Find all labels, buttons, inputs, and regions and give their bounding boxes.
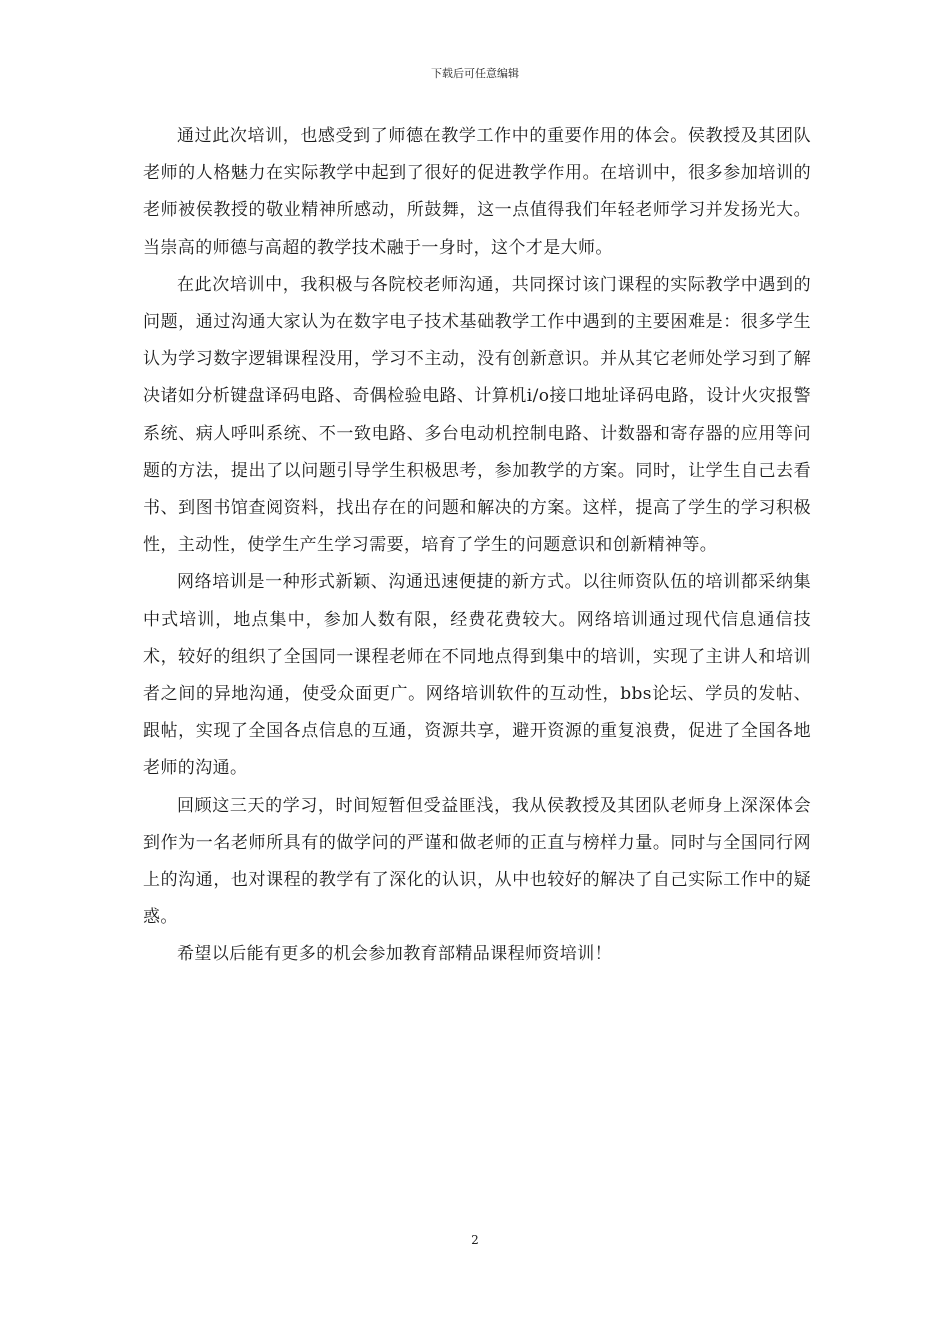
paragraph-teacher-ethics: 通过此次培训，也感受到了师德在教学工作中的重要作用的体会。侯教授及其团队老师的人格魅力在实际教学中起到了很好的促进教学作用。在培训中，很多参加培训的老师被侯教授的敬业精神所感动，所鼓舞，这一点值得我们年轻老师学习并发扬光大。当崇高的师德与高超的教学技术融于一身时，这个才是大师。 xyxy=(143,126,811,258)
paragraph-hope: 希望以后能有更多的机会参加教育部精品课程师资培训！ xyxy=(177,944,612,965)
paragraph-online-training: 网络培训是一种形式新颖、沟通迅速便捷的新方式。以往师资队伍的培训都采纳集中式培训，地点集中，参加人数有限，经费花费较大。网络培训通过现代信息通信技术，较好的组织了全国同一课程老师在不同地点得到集中的培训，实现了主讲人和培训者之间的异地沟通，使受众面更广。网络培训软件的互动性，bbs论坛、学员的发帖、跟帖，实现了全国各点信息的互通，资源共享，避开资源的重复浪费，促进了全国各地老师的沟通。 xyxy=(143,572,811,779)
page-header: 下载后可任意编辑 xyxy=(431,67,519,80)
page-number: 2 xyxy=(471,1233,479,1247)
paragraph-communication: 在此次培训中，我积极与各院校老师沟通，共同探讨该门课程的实际教学中遇到的问题，通过沟通大家认为在数字电子技术基础教学工作中遇到的主要困难是：很多学生认为学习数字逻辑课程没用，学习不主动，没有创新意识。并从其它老师处学习到了解决诸如分析键盘译码电路、奇偶检验电路、计算机i/o接口地址译码电路，设计火灾报警系统、病人呼叫系统、不一致电路、多台电动机控制电路、计数器和寄存器的应用等问题的方法，提出了以问题引导学生积极思考，参加教学的方案。同时，让学生自己去看书、到图书馆查阅资料，找出存在的问题和解决的方案。这样，提高了学生的学习积极性，主动性，使学生产生学习需要，培育了学生的问题意识和创新精神等。 xyxy=(143,274,811,556)
document-body xyxy=(143,118,811,974)
paragraph-review: 回顾这三天的学习，时间短暂但受益匪浅，我从侯教授及其团队老师身上深深体会到作为一名老师所具有的做学问的严谨和做老师的正直与榜样力量。同时与全国同行网上的沟通，也对课程的教学有了深化的认识，从中也较好的解决了自己实际工作中的疑惑。 xyxy=(143,795,811,928)
